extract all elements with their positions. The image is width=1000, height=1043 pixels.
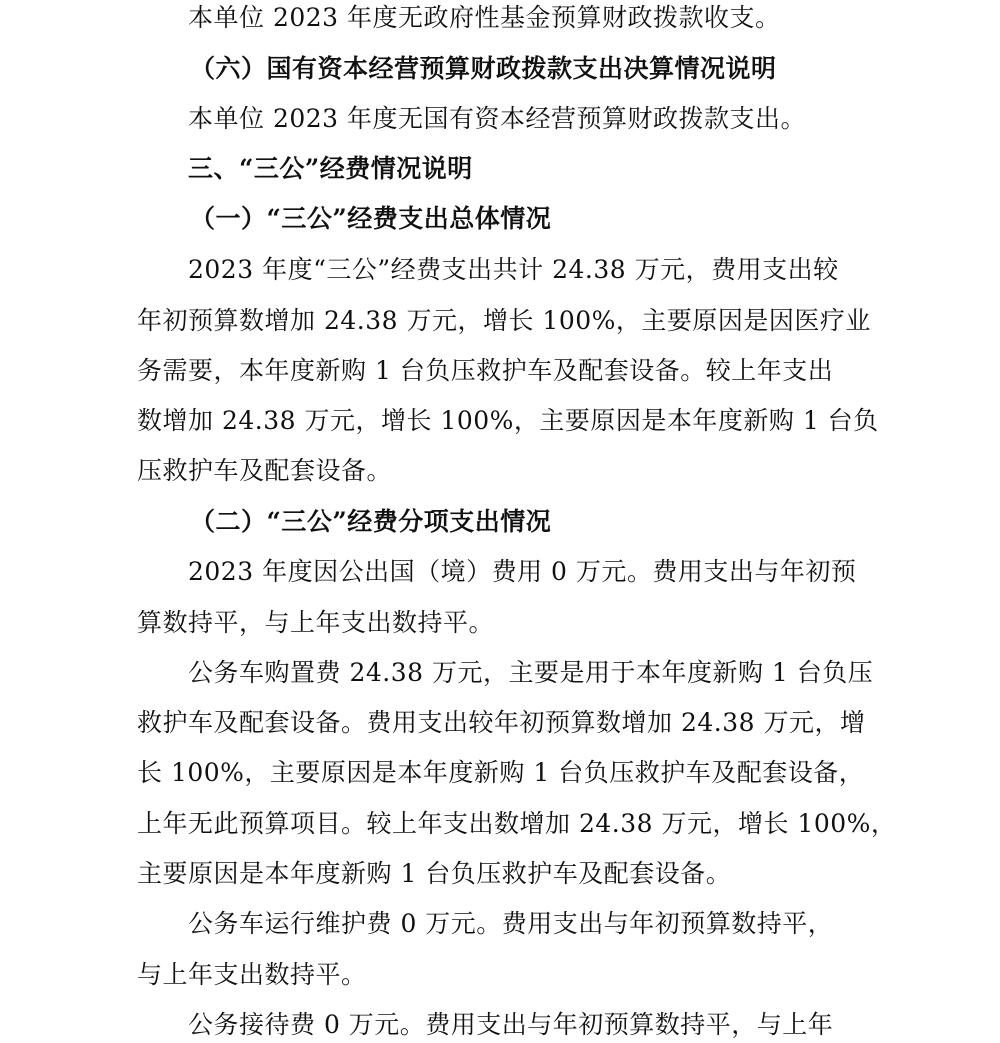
paragraph-line: 主要原因是本年度新购 1 台负压救护车及配套设备。 <box>137 859 732 888</box>
paragraph-line: 本单位 2023 年度无政府性基金预算财政拨款收支。 <box>188 3 781 32</box>
paragraph-line: 与上年支出数持平。 <box>137 960 367 989</box>
paragraph-line: 公务车运行维护费 0 万元。费用支出与年初预算数持平， <box>188 909 834 938</box>
paragraph-line: 数增加 24.38 万元，增长 100%，主要原因是本年度新购 1 台负 <box>137 406 879 435</box>
paragraph-line: 公务车购置费 24.38 万元，主要是用于本年度新购 1 台负压 <box>188 658 874 687</box>
paragraph-line: 救护车及配套设备。费用支出较年初预算数增加 24.38 万元，增 <box>137 708 866 737</box>
subsection-heading-2: （二）“三公”经费分项支出情况 <box>190 507 552 536</box>
subsection-heading-1: （一）“三公”经费支出总体情况 <box>190 204 552 233</box>
paragraph-line: 2023 年度“三公”经费支出共计 24.38 万元，费用支出较 <box>188 255 839 284</box>
paragraph-line: 长 100%，主要原因是本年度新购 1 台负压救护车及配套设备， <box>137 758 865 787</box>
paragraph-line: 务需要，本年度新购 1 台负压救护车及配套设备。较上年支出 <box>137 356 834 385</box>
paragraph-line: 本单位 2023 年度无国有资本经营预算财政拨款支出。 <box>188 104 807 133</box>
paragraph-line: 上年无此预算项目。较上年支出数增加 24.38 万元，增长 100%， <box>137 809 897 838</box>
section-heading-3: 三、“三公”经费情况说明 <box>188 154 473 183</box>
paragraph-line: 2023 年度因公出国（境）费用 0 万元。费用支出与年初预 <box>188 557 857 586</box>
section-heading-6: （六）国有资本经营预算财政拨款支出决算情况说明 <box>190 54 777 83</box>
paragraph-line: 压救护车及配套设备。 <box>137 456 393 485</box>
paragraph-line: 公务接待费 0 万元。费用支出与年初预算数持平，与上年 <box>188 1010 834 1039</box>
paragraph-line: 年初预算数增加 24.38 万元，增长 100%，主要原因是因医疗业 <box>137 306 871 335</box>
paragraph-line: 算数持平，与上年支出数持平。 <box>137 608 495 637</box>
